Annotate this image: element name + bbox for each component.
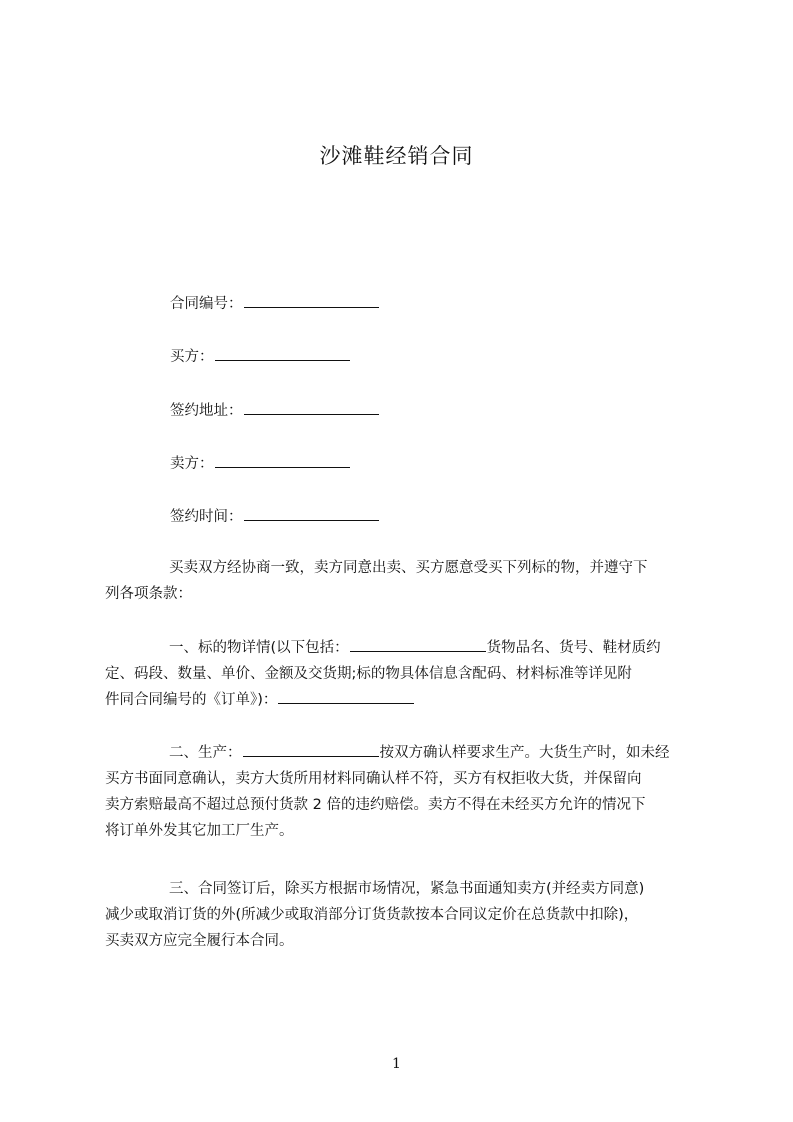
fill-blank bbox=[243, 742, 379, 757]
document-title: 沙滩鞋经销合同 bbox=[319, 144, 474, 168]
signing-time-field bbox=[170, 505, 379, 526]
clause-text: 按双方确认样要求生产。大货生产时，如未经 bbox=[379, 745, 670, 761]
paragraph-line: 将订单外发其它加工厂生产。 bbox=[105, 823, 294, 839]
clause-1-paragraph bbox=[105, 635, 707, 713]
field-label: 签约地址： bbox=[170, 403, 243, 419]
fill-blank bbox=[215, 454, 350, 468]
fill-blank bbox=[278, 689, 414, 704]
field-label: 买方： bbox=[170, 349, 214, 365]
field-label: 卖方： bbox=[170, 456, 214, 472]
paragraph-line bbox=[105, 687, 707, 713]
seller-field bbox=[170, 452, 350, 473]
paragraph-line bbox=[105, 740, 707, 766]
clause-2-paragraph bbox=[105, 740, 707, 844]
clause-text: 件同合同编号的《订单》)： bbox=[105, 692, 278, 708]
paragraph-line bbox=[105, 635, 707, 661]
clause-text: 二、生产： bbox=[169, 745, 242, 761]
buyer-field bbox=[170, 345, 350, 366]
intro-paragraph bbox=[105, 555, 707, 607]
fill-blank bbox=[215, 347, 350, 361]
field-label: 合同编号： bbox=[170, 296, 243, 312]
clause-text: 一、标的物详情(以下包括： bbox=[169, 640, 349, 656]
paragraph-line: 买方书面同意确认，卖方大货所用材料同确认样不符，买方有权拒收大货，并保留向 bbox=[105, 771, 642, 787]
field-label: 签约时间： bbox=[170, 509, 243, 525]
paragraph-line: 卖方索赔最高不超过总预付货款 2 倍的违约赔偿。卖方不得在未经买方允许的情况下 bbox=[105, 797, 646, 813]
paragraph-line: 定、码段、数量、单价、金额及交货期;标的物具体信息含配码、材料标准等详见附 bbox=[105, 666, 632, 682]
paragraph-line: 三、合同签订后，除买方根据市场情况，紧急书面通知卖方(并经卖方同意) bbox=[169, 881, 645, 897]
clause-text: 货物品名、货号、鞋材质约 bbox=[486, 640, 661, 656]
fill-blank bbox=[244, 401, 379, 415]
signing-address-field bbox=[170, 399, 379, 420]
clause-3-paragraph bbox=[105, 876, 707, 954]
fill-blank bbox=[244, 294, 379, 308]
fill-blank bbox=[244, 507, 379, 521]
paragraph-line: 买卖双方经协商一致，卖方同意出卖、买方愿意受买下列标的物，并遵守下 bbox=[169, 560, 648, 576]
page-number: 1 bbox=[392, 1056, 401, 1072]
paragraph-line: 减少或取消订货的外(所减少或取消部分订货货款按本合同议定价在总货款中扣除)， bbox=[105, 907, 639, 923]
fill-blank bbox=[350, 637, 486, 652]
paragraph-line: 买卖双方应完全履行本合同。 bbox=[105, 933, 294, 949]
paragraph-line: 列各项条款： bbox=[105, 586, 192, 602]
contract-number-field bbox=[170, 292, 379, 313]
